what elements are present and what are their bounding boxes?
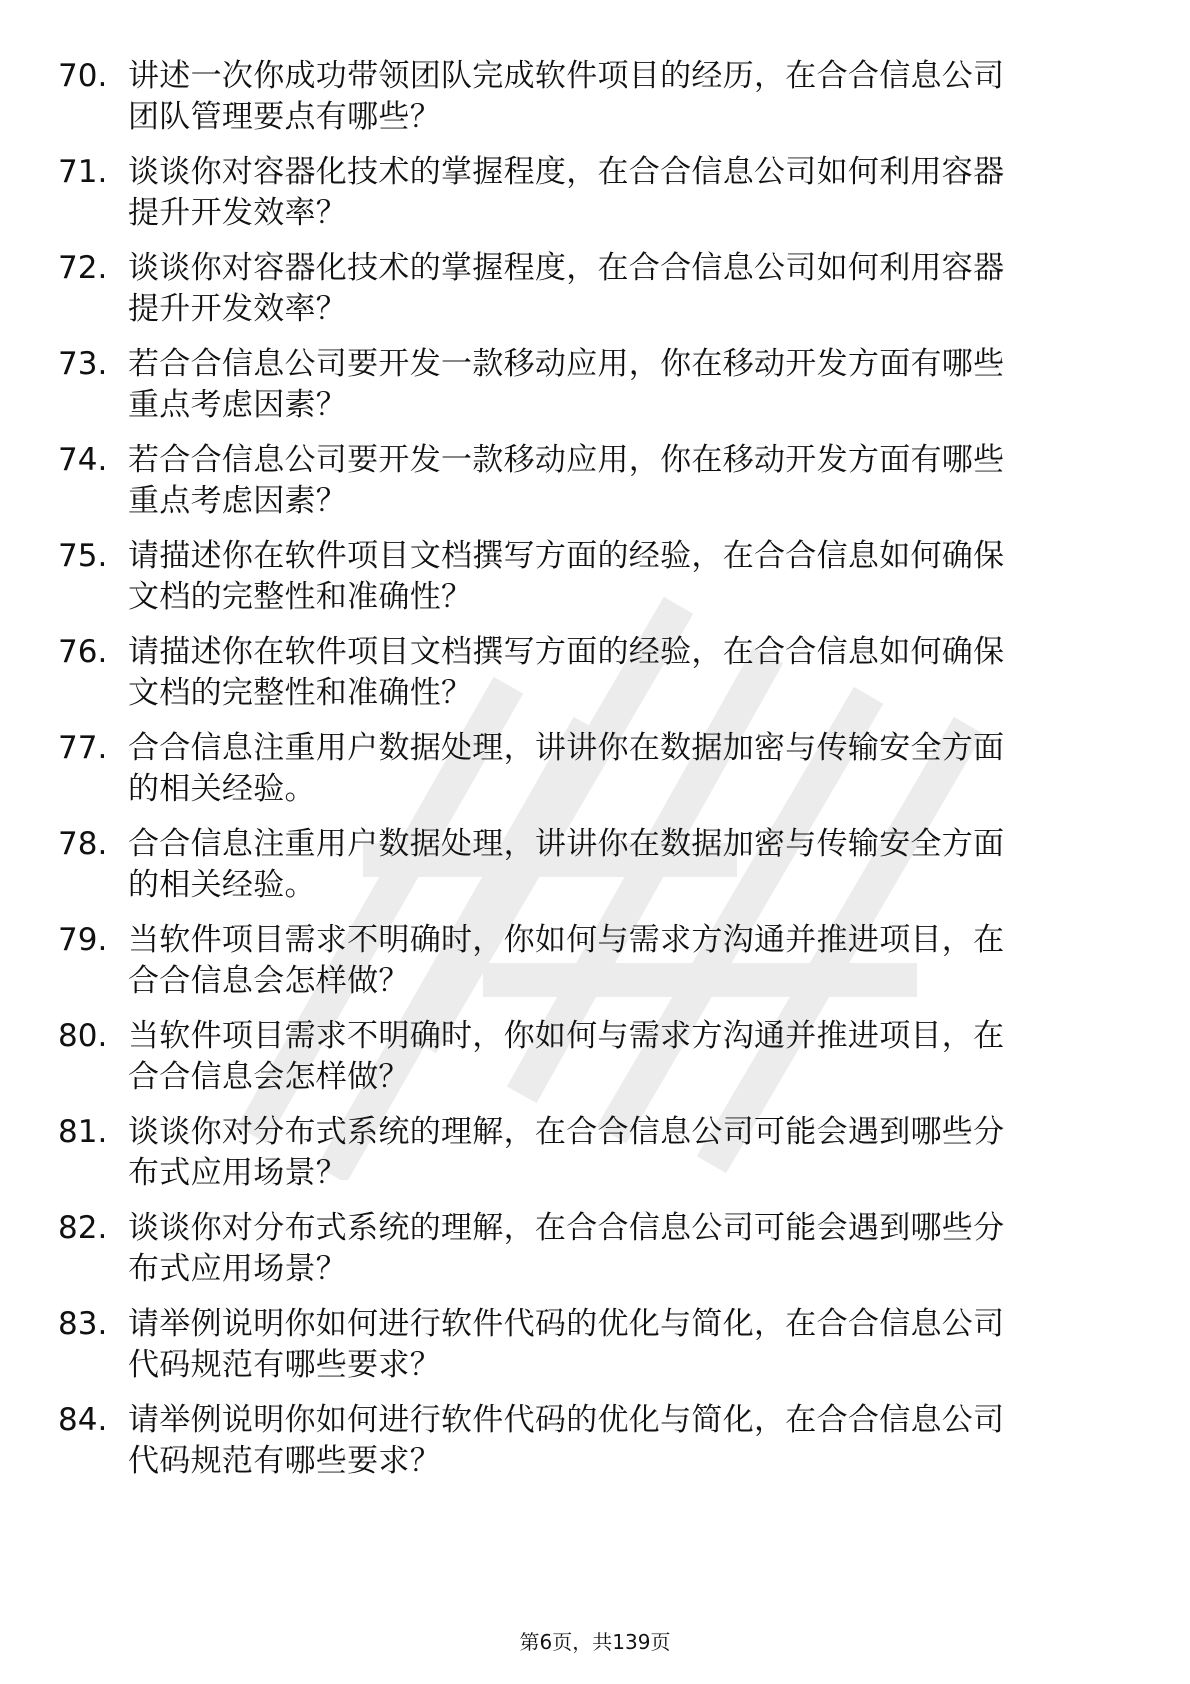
question-item (58, 727, 1118, 827)
question-item (58, 631, 1118, 731)
question-item (58, 1399, 1118, 1499)
question-text-line-1: 若合合信息公司要开发一款移动应用，你在移动开发方面有哪些 (128, 346, 1005, 382)
question-number: 73. (58, 346, 108, 382)
question-number: 74. (58, 442, 108, 478)
question-text-line-2: 重点考虑因素？ (128, 483, 348, 519)
question-number: 76. (58, 634, 108, 670)
question-number: 78. (58, 826, 108, 862)
question-text-line-1: 请描述你在软件项目文档撰写方面的经验，在合合信息如何确保 (128, 538, 1005, 574)
question-text-line-1: 请举例说明你如何进行软件代码的优化与简化，在合合信息公司 (128, 1306, 1005, 1342)
question-text-line-2: 代码规范有哪些要求？ (128, 1443, 441, 1479)
question-item (58, 439, 1118, 539)
question-item (58, 535, 1118, 635)
question-text-line-1: 请举例说明你如何进行软件代码的优化与简化，在合合信息公司 (128, 1402, 1005, 1438)
question-text-line-1: 谈谈你对分布式系统的理解，在合合信息公司可能会遇到哪些分 (128, 1210, 1005, 1246)
question-text-line-2: 合合信息会怎样做？ (128, 963, 410, 999)
question-text-line-1: 合合信息注重用户数据处理，讲讲你在数据加密与传输安全方面 (128, 826, 1005, 862)
question-text-line-1: 谈谈你对容器化技术的掌握程度，在合合信息公司如何利用容器 (128, 154, 1005, 190)
question-number: 84. (58, 1402, 108, 1438)
question-text-line-2: 的相关经验。 (128, 771, 316, 807)
question-number: 77. (58, 730, 108, 766)
question-text-line-1: 讲述一次你成功带领团队完成软件项目的经历，在合合信息公司 (128, 58, 1005, 94)
question-text-line-2: 合合信息会怎样做？ (128, 1059, 410, 1095)
question-text-line-2: 提升开发效率？ (128, 291, 348, 327)
question-text-line-2: 布式应用场景？ (128, 1251, 348, 1287)
question-text-line-2: 重点考虑因素？ (128, 387, 348, 423)
question-text-line-2: 团队管理要点有哪些？ (128, 99, 441, 135)
question-item (58, 151, 1118, 251)
question-text-line-2: 文档的完整性和准确性？ (128, 675, 473, 711)
question-text-line-1: 若合合信息公司要开发一款移动应用，你在移动开发方面有哪些 (128, 442, 1005, 478)
question-number: 80. (58, 1018, 108, 1054)
question-number: 81. (58, 1114, 108, 1150)
question-text-line-2: 的相关经验。 (128, 867, 316, 903)
question-text-line-2: 代码规范有哪些要求？ (128, 1347, 441, 1383)
question-text-line-1: 谈谈你对容器化技术的掌握程度，在合合信息公司如何利用容器 (128, 250, 1005, 286)
question-text-line-1: 当软件项目需求不明确时，你如何与需求方沟通并推进项目，在 (128, 1018, 1005, 1054)
page-footer: 第6页，共139页 (519, 1630, 671, 1654)
question-item (58, 823, 1118, 923)
question-text-line-1: 请描述你在软件项目文档撰写方面的经验，在合合信息如何确保 (128, 634, 1005, 670)
question-text-line-1: 合合信息注重用户数据处理，讲讲你在数据加密与传输安全方面 (128, 730, 1005, 766)
question-number: 72. (58, 250, 108, 286)
question-item (58, 343, 1118, 443)
question-item (58, 247, 1118, 347)
question-item (58, 55, 1118, 155)
question-number: 70. (58, 58, 108, 94)
question-number: 75. (58, 538, 108, 574)
question-text-line-1: 当软件项目需求不明确时，你如何与需求方沟通并推进项目，在 (128, 922, 1005, 958)
question-item (58, 1303, 1118, 1403)
question-number: 83. (58, 1306, 108, 1342)
question-text-line-2: 文档的完整性和准确性？ (128, 579, 473, 615)
question-number: 79. (58, 922, 108, 958)
question-item (58, 1207, 1118, 1307)
question-item (58, 919, 1118, 1019)
question-number: 82. (58, 1210, 108, 1246)
question-text-line-1: 谈谈你对分布式系统的理解，在合合信息公司可能会遇到哪些分 (128, 1114, 1005, 1150)
question-text-line-2: 提升开发效率？ (128, 195, 348, 231)
question-item (58, 1015, 1118, 1115)
question-item (58, 1111, 1118, 1211)
question-number: 71. (58, 154, 108, 190)
question-text-line-2: 布式应用场景？ (128, 1155, 348, 1191)
